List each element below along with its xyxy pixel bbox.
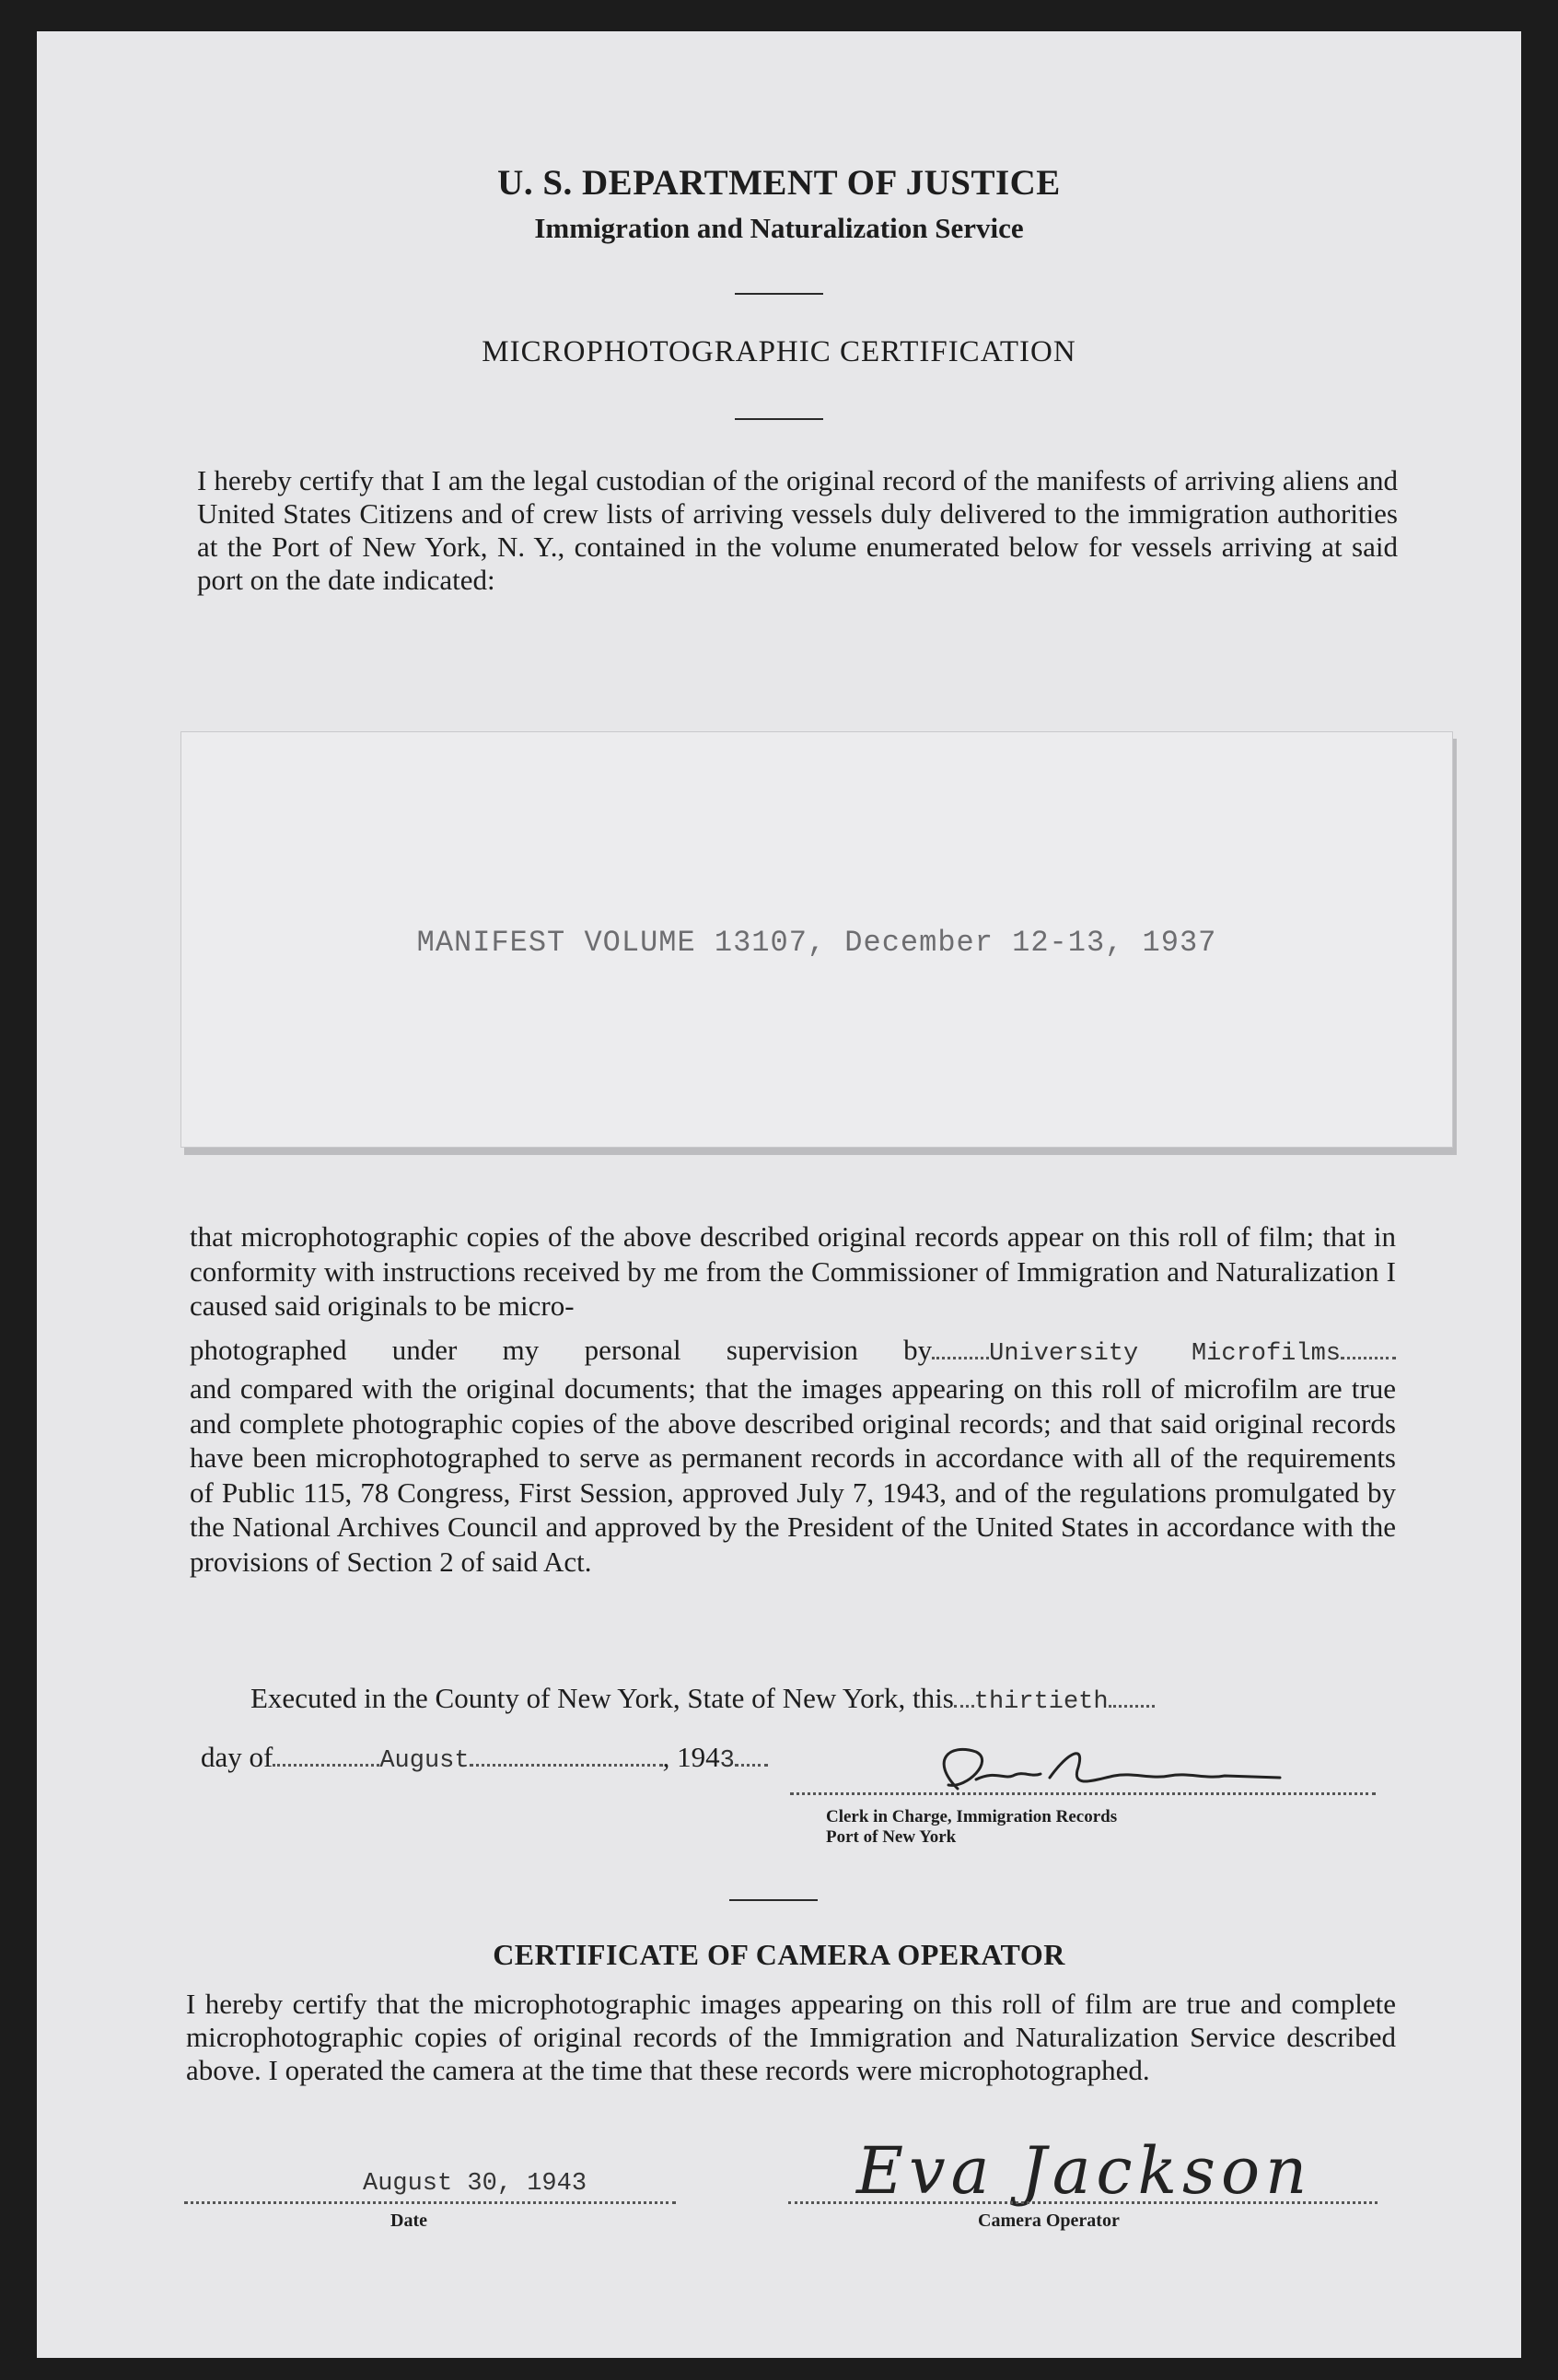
date-line	[184, 2201, 676, 2204]
volume-insert-slip	[180, 731, 1453, 1148]
clerk-title-2: Port of New York	[826, 1827, 957, 1847]
year-prefix: , 194	[662, 1741, 720, 1773]
day-of-prefix: day of	[201, 1741, 273, 1773]
day-of-line	[201, 1741, 768, 1775]
dotted-leader	[932, 1357, 989, 1359]
camera-operator-text: I hereby certify that the microphotographic images appearing on this roll of film are true and complete microphotographic copies of original records of the Immigration and Naturalization Service described above. I operated the camera at the time that these records were microphotographed.	[186, 1988, 1396, 2086]
service-subheading: Immigration and Naturalization Service	[534, 212, 1024, 244]
dotted-leader	[735, 1764, 768, 1767]
executed-line	[250, 1682, 1155, 1716]
body-text-3: and compared with the original documents; that the images appearing on this roll of microfilm are true and complete photographic copies of the above described original records; and that said original records have been microphotographed to serve as permanent records in accordance with all of the requirements of Public 115, 78 Congress, First Session, approved July 7, 1943, and of the regulations promulgated by the National Archives Council and approved by the President of the United States in accordance with the provisions of Section 2 of said Act.	[190, 1372, 1396, 1578]
document-page	[37, 31, 1521, 2358]
divider-rule	[729, 1899, 818, 1901]
date-label: Date	[390, 2211, 427, 2231]
operator-date-value: August 30, 1943	[363, 2170, 587, 2198]
executed-prefix: Executed in the County of New York, State of New York, this	[250, 1682, 954, 1714]
operator-signature: Eva Jackson	[856, 2133, 1313, 2209]
supervisor-prefix: photographed under my personal supervision by	[190, 1333, 933, 1366]
clerk-title-1: Clerk in Charge, Immigration Records	[826, 1807, 1118, 1826]
operator-signature-line	[788, 2201, 1378, 2204]
day-value: thirtieth	[973, 1688, 1109, 1716]
month-value: August	[379, 1747, 470, 1775]
department-heading: U. S. DEPARTMENT OF JUSTICE	[497, 163, 1061, 203]
body-text-1: that microphotographic copies of the above described original records appear on this roll of film; that in conformity with instructions received by me from the Commissioner of Immigration and Naturalization I caused said originals to be micro-	[190, 1220, 1396, 1322]
supervisor-value: University Microfilms	[989, 1339, 1341, 1368]
divider-rule	[735, 418, 823, 420]
operator-label: Camera Operator	[978, 2211, 1120, 2231]
dotted-leader	[954, 1705, 974, 1708]
volume-label: MANIFEST VOLUME 13107, December 12-13, 1937	[416, 926, 1217, 960]
dotted-leader	[1109, 1705, 1155, 1708]
certification-title: MICROPHOTOGRAPHIC CERTIFICATION	[482, 335, 1076, 368]
certification-intro: I hereby certify that I am the legal custodian of the original record of the manifests of arriving aliens and United States Citizens and of crew lists of arriving vessels duly delivered to the immigration authorities at the Port of New York, N. Y., contained in the volume enumerated below for vessels arriving at said port on the date indicated:	[197, 464, 1398, 596]
dotted-leader	[470, 1764, 663, 1767]
camera-operator-title: CERTIFICATE OF CAMERA OPERATOR	[493, 1938, 1065, 1971]
supervisor-line	[190, 1333, 1396, 1372]
dotted-leader	[273, 1764, 379, 1767]
dotted-leader	[1341, 1357, 1396, 1359]
certification-body	[190, 1219, 1396, 1579]
divider-rule	[735, 293, 823, 295]
clerk-signature-line	[790, 1792, 1376, 1795]
year-digit: 3	[719, 1747, 735, 1775]
